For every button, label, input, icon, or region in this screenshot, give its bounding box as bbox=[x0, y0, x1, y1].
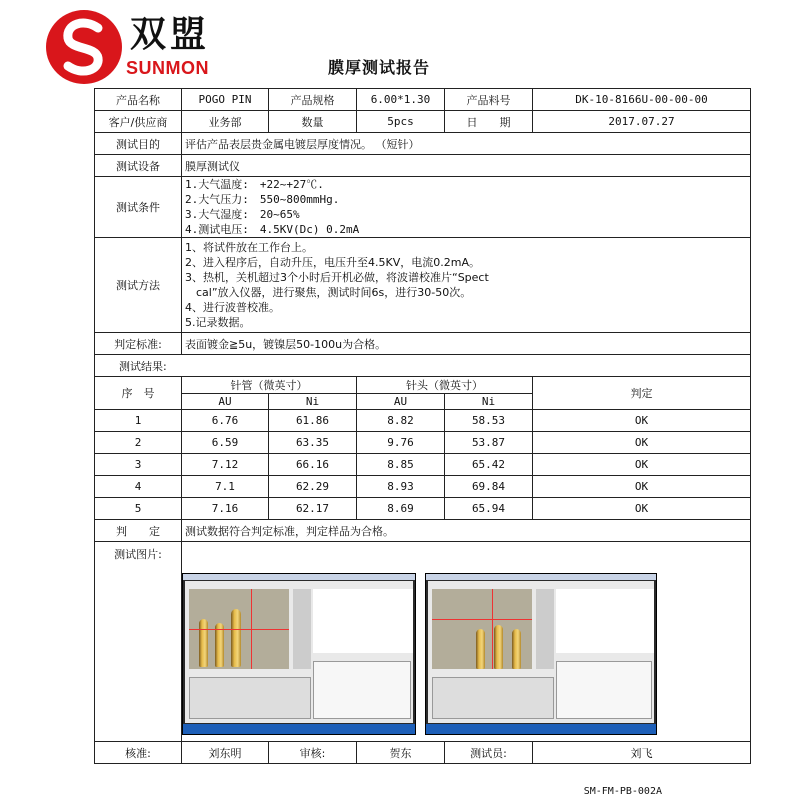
measurement-list bbox=[313, 589, 413, 653]
sub-au-header: AU bbox=[182, 394, 269, 410]
part-no-label: 产品料号 bbox=[445, 89, 533, 111]
brand-english-name: SUNMON bbox=[126, 58, 209, 78]
cell-au-head: 8.85 bbox=[357, 454, 445, 476]
cell-au-head: 9.76 bbox=[357, 432, 445, 454]
cell-judge: OK bbox=[533, 498, 751, 520]
sub-ni-header: Ni bbox=[445, 394, 533, 410]
measurement-list bbox=[556, 589, 654, 653]
cell-judge: OK bbox=[533, 454, 751, 476]
qty-value: 5pcs bbox=[357, 111, 445, 133]
condition-line: 2.大气压力: 550~800mmHg. bbox=[185, 193, 340, 206]
pin-image bbox=[199, 619, 208, 667]
result-row bbox=[95, 476, 751, 498]
spectrum-graph bbox=[313, 661, 411, 719]
approve-name: 刘东明 bbox=[182, 742, 269, 764]
customer-label: 客户/供应商 bbox=[95, 111, 182, 133]
date-label: 日 期 bbox=[445, 111, 533, 133]
condition-line: 1.大气温度: +22~+27℃. bbox=[185, 178, 324, 191]
date-value: 2017.07.27 bbox=[533, 111, 751, 133]
tester-label: 测试员: bbox=[445, 742, 533, 764]
spec-label: 产品规格 bbox=[269, 89, 357, 111]
qty-label: 数量 bbox=[269, 111, 357, 133]
taskbar bbox=[426, 724, 656, 734]
cell-au-head: 8.82 bbox=[357, 410, 445, 432]
crosshair bbox=[492, 589, 493, 669]
crosshair bbox=[432, 619, 532, 620]
info-row-2 bbox=[95, 111, 751, 133]
method-line: cal”放入仪器，进行聚焦，测试时间6s，进行30-50次。 bbox=[185, 286, 472, 299]
purpose-text: 评估产品表层贵金属电镀层厚度情况。 （短针） bbox=[182, 133, 751, 155]
spec-value: 6.00*1.30 bbox=[357, 89, 445, 111]
pin-image bbox=[494, 625, 503, 669]
app-window bbox=[185, 581, 413, 723]
result-row bbox=[95, 498, 751, 520]
cell-ni-tube: 63.35 bbox=[269, 432, 357, 454]
cell-au-tube: 6.59 bbox=[182, 432, 269, 454]
method-line: 1、将试件放在工作台上。 bbox=[185, 241, 313, 254]
cell-ni-tube: 61.86 bbox=[269, 410, 357, 432]
cell-no: 2 bbox=[95, 432, 182, 454]
verdict-row bbox=[95, 520, 751, 542]
crosshair bbox=[189, 629, 289, 630]
cell-ni-tube: 62.17 bbox=[269, 498, 357, 520]
cell-no: 4 bbox=[95, 476, 182, 498]
method-row bbox=[95, 238, 751, 333]
standard-text: 表面镀金≧5u，镀镍层50-100u为合格。 bbox=[182, 333, 751, 355]
condition-line: 3.大气湿度: 20~65% bbox=[185, 208, 300, 221]
cell-au-tube: 7.12 bbox=[182, 454, 269, 476]
cell-au-tube: 6.76 bbox=[182, 410, 269, 432]
verdict-label: 判 定 bbox=[95, 520, 182, 542]
pin-image bbox=[231, 609, 241, 667]
taskbar bbox=[183, 724, 415, 734]
cell-ni-tube: 66.16 bbox=[269, 454, 357, 476]
camera-view-image bbox=[432, 589, 532, 669]
cell-ni-head: 69.84 bbox=[445, 476, 533, 498]
customer-value: 业务部 bbox=[182, 111, 269, 133]
cell-judge: OK bbox=[533, 476, 751, 498]
cell-ni-head: 53.87 bbox=[445, 432, 533, 454]
spectrum-graph bbox=[556, 661, 652, 719]
cell-no: 5 bbox=[95, 498, 182, 520]
product-name-label: 产品名称 bbox=[95, 89, 182, 111]
cell-ni-head: 65.42 bbox=[445, 454, 533, 476]
tool-strip bbox=[293, 589, 311, 669]
review-name: 贺东 bbox=[357, 742, 445, 764]
cell-au-tube: 7.1 bbox=[182, 476, 269, 498]
signature-row bbox=[95, 742, 751, 764]
method-line: 4、进行波普校准。 bbox=[185, 301, 280, 314]
control-panel bbox=[189, 677, 311, 719]
purpose-row bbox=[95, 133, 751, 155]
cell-ni-head: 65.94 bbox=[445, 498, 533, 520]
conditions-text bbox=[182, 177, 751, 238]
group-head-header: 针头（微英寸） bbox=[357, 377, 533, 394]
group-tube-header: 针管（微英寸） bbox=[182, 377, 357, 394]
report-title: 膜厚测试报告 bbox=[328, 58, 431, 77]
review-label: 审核: bbox=[269, 742, 357, 764]
test-photo-head bbox=[425, 573, 657, 735]
pin-image bbox=[512, 629, 521, 669]
conditions-row bbox=[95, 177, 751, 238]
result-row bbox=[95, 432, 751, 454]
cell-judge: OK bbox=[533, 410, 751, 432]
test-photo-tube bbox=[182, 573, 416, 735]
app-window bbox=[428, 581, 654, 723]
sunmon-logo-icon bbox=[44, 8, 124, 86]
camera-view-image bbox=[189, 589, 289, 669]
form-code: SM-FM-PB-002A bbox=[583, 786, 662, 797]
app-titlebar bbox=[183, 574, 415, 580]
brand-chinese-name: 双盟 bbox=[130, 13, 211, 55]
cell-no: 1 bbox=[95, 410, 182, 432]
result-row bbox=[95, 410, 751, 432]
equipment-row bbox=[95, 155, 751, 177]
cell-au-head: 8.93 bbox=[357, 476, 445, 498]
info-row-1 bbox=[95, 89, 751, 111]
cell-no: 3 bbox=[95, 454, 182, 476]
col-no-header: 序 号 bbox=[95, 377, 182, 410]
standard-row bbox=[95, 333, 751, 355]
method-line: 3、热机，关机超过3个小时后开机必做，将波谱校准片“Spect bbox=[185, 271, 489, 284]
condition-line: 4.测试电压: 4.5KV(Dc) 0.2mA bbox=[185, 223, 360, 236]
standard-label: 判定标准: bbox=[95, 333, 182, 355]
product-name-value: POGO PIN bbox=[182, 89, 269, 111]
sub-au-header: AU bbox=[357, 394, 445, 410]
cell-judge: OK bbox=[533, 432, 751, 454]
method-line: 5.记录数据。 bbox=[185, 316, 251, 329]
cell-au-tube: 7.16 bbox=[182, 498, 269, 520]
results-header-row-1 bbox=[95, 377, 751, 394]
method-text bbox=[182, 238, 751, 333]
purpose-label: 测试目的 bbox=[95, 133, 182, 155]
method-line: 2、进入程序后，自动升压，电压升至4.5KV，电流0.2mA。 bbox=[185, 256, 480, 269]
results-label: 测试结果: bbox=[95, 355, 751, 377]
tester-name: 刘飞 bbox=[533, 742, 751, 764]
pictures-label: 测试图片: bbox=[95, 542, 182, 742]
method-label: 测试方法 bbox=[95, 238, 182, 333]
cell-ni-tube: 62.29 bbox=[269, 476, 357, 498]
result-row bbox=[95, 454, 751, 476]
sub-ni-header: Ni bbox=[269, 394, 357, 410]
pin-image bbox=[476, 629, 485, 669]
cell-ni-head: 58.53 bbox=[445, 410, 533, 432]
verdict-text: 测试数据符合判定标准，判定样品为合格。 bbox=[182, 520, 751, 542]
equipment-text: 膜厚测试仪 bbox=[182, 155, 751, 177]
col-judge-header: 判定 bbox=[533, 377, 751, 410]
control-panel bbox=[432, 677, 554, 719]
approve-label: 核准: bbox=[95, 742, 182, 764]
equipment-label: 测试设备 bbox=[95, 155, 182, 177]
app-titlebar bbox=[426, 574, 656, 580]
cell-au-head: 8.69 bbox=[357, 498, 445, 520]
tool-strip bbox=[536, 589, 554, 669]
conditions-label: 测试条件 bbox=[95, 177, 182, 238]
results-label-row bbox=[95, 355, 751, 377]
part-no-value: DK-10-8166U-00-00-00 bbox=[533, 89, 751, 111]
